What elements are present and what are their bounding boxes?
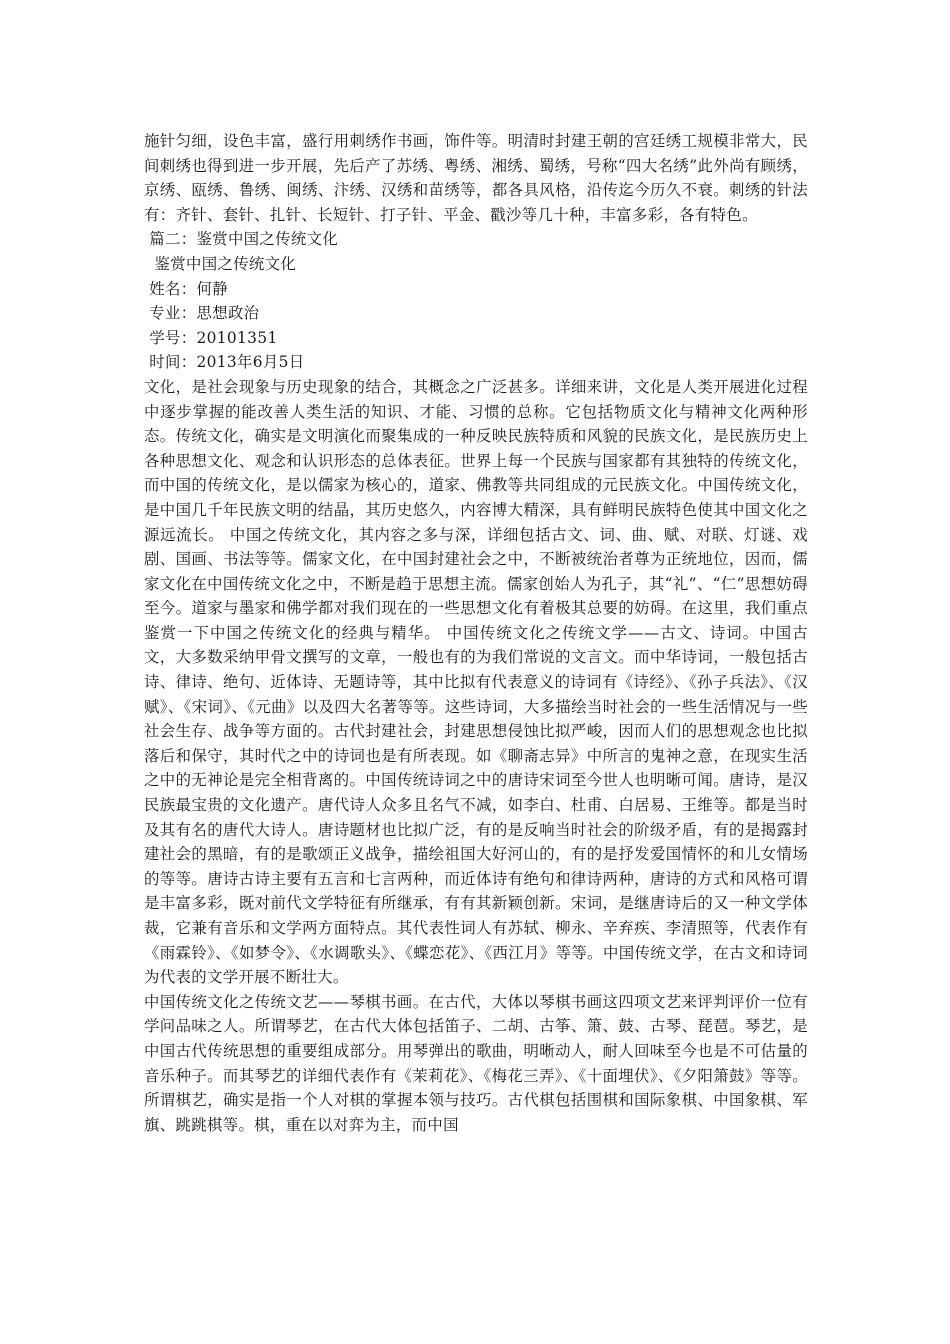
paragraph-embroidery: 施针匀细，设色丰富，盛行用刺绣作书画，饰件等。明清时封建王朝的宫廷绣工规模非常大，民间刺绣也得到进一步开展，先后产了苏绣、粤绣、湘绣、蜀绣，号称“四大名绣”此外尚有顾绣，京绣、瓯绣、鲁绣、闽绣、汴绣、汉绣和苗绣等，都各具风格，沿传迄今历久不衰。刺绣的针法有：齐针、套针、扎针、长短针、打子针、平金、戳沙等几十种，丰富多彩，各有特色。 <box>144 132 808 224</box>
document-body <box>144 129 808 1137</box>
author-name: 姓名：何静 <box>144 279 228 298</box>
student-id: 学号：20101351 <box>144 328 278 347</box>
paragraph-culture-arts: 中国传统文化之传统文艺——琴棋书画。在古代，大体以琴棋书画这四项文艺来评判评价一位有学问品味之人。所谓琴艺，在古代大体包括笛子、二胡、古筝、箫、鼓、古琴、琵琶。琴艺，是中国古代传统思想的重要组成部分。用琴弹出的歌曲，明晰动人，耐人回味至今也是不可估量的音乐种子。而其琴艺的详细代表作有《茉莉花》、《梅花三弄》、《十面埋伏》、《夕阳箫鼓》等等。所谓棋艺，确实是指一个人对棋的掌握本领与技巧。古代棋包括围棋和国际象棋、中国象棋、军旗、跳跳棋等。棋，重在以对弈为主，而中国 <box>144 992 808 1134</box>
author-major: 专业：思想政治 <box>144 304 260 323</box>
date-line: 时间：2013年6月5日 <box>144 353 305 372</box>
section-heading: 篇二：鉴赏中国之传统文化 <box>144 230 339 249</box>
article-title: 鉴赏中国之传统文化 <box>144 254 297 273</box>
paragraph-culture-literature: 文化，是社会现象与历史现象的结合，其概念之广泛甚多。详细来讲，文化是人类开展进化过程中逐步掌握的能改善人类生活的知识、才能、习惯的总称。它包括物质文化与精神文化两种形态。传统文化，确实是文明演化而聚集成的一种反映民族特质和风貌的民族文化，是民族历史上各种思想文化、观念和认识形态的总体表征。世界上每一个民族与国家都有其独特的传统文化，而中国的传统文化，是以儒家为核心的，道家、佛教等共同组成的元民族文化。中国传统文化，是中国几千年民族文明的结晶，其历史悠久，内容博大精深，具有鲜明民族特色使其中国文化之源远流长。 中国之传统文化，其内容之多与深，详细包括古文、词、曲、赋、对联、灯谜、戏剧、国画、书法等等。儒家文化，在中国封建社会之中，不断被统治者尊为正统地位，因而，儒家文化在中国传统文化之中，不断是趋于思想主流。儒家创始人为孔子，其“礼”、“仁”思想妨碍至今。道家与墨家和佛学都对我们现在的一些思想文化有着极其总要的妨碍。在这里，我们重点鉴赏一下中国之传统文化的经典与精华。 中国传统文化之传统文学——古文、诗词。中国古文，大多数采纳甲骨文撰写的文章，一般也有的为我们常说的文言文。而中华诗词，一般包括古诗、律诗、绝句、近体诗、无题诗等，其中比拟有代表意义的诗词有《诗经》、《孙子兵法》、《汉赋》、《宋词》、《元曲》以及四大名著等等。这些诗词，大多描绘当时社会的一些生活情况与一些社会生存、战争等方面的。古代封建社会，封建思想侵蚀比拟严峻，因而人们的思想观念也比拟落后和保守，其时代之中的诗词也是有所表现。如《聊斋志异》中所言的鬼神之意，在现实生活之中的无神论是完全相背离的。中国传统诗词之中的唐诗宋词至今世人也明晰可闻。唐诗，是汉民族最宝贵的文化遗产。唐代诗人众多且名气不减，如李白、杜甫、白居易、王维等。都是当时及其有名的唐代大诗人。唐诗题材也比拟广泛，有的是反响当时社会的阶级矛盾，有的是揭露封建社会的黑暗，有的是歌颂正义战争，描绘祖国大好河山的，有的是抒发爱国情怀的和儿女情场的等等。唐诗古诗主要有五言和七言两种，而近体诗有绝句和律诗两种，唐诗的方式和风格可谓是丰富多彩，既对前代文学特征有所继承，有有其新颖创新。宋词，是继唐诗后的又一种文学体裁，它兼有音乐和文学两方面特点。其代表性词人有苏轼、柳永、辛弃疾、李清照等，代表作有《雨霖铃》、《如梦令》、《水调歌头》、《蝶恋花》、《西江月》等等。中国传统文学，在古文和诗词为代表的文学开展不断壮大。 <box>144 377 808 987</box>
